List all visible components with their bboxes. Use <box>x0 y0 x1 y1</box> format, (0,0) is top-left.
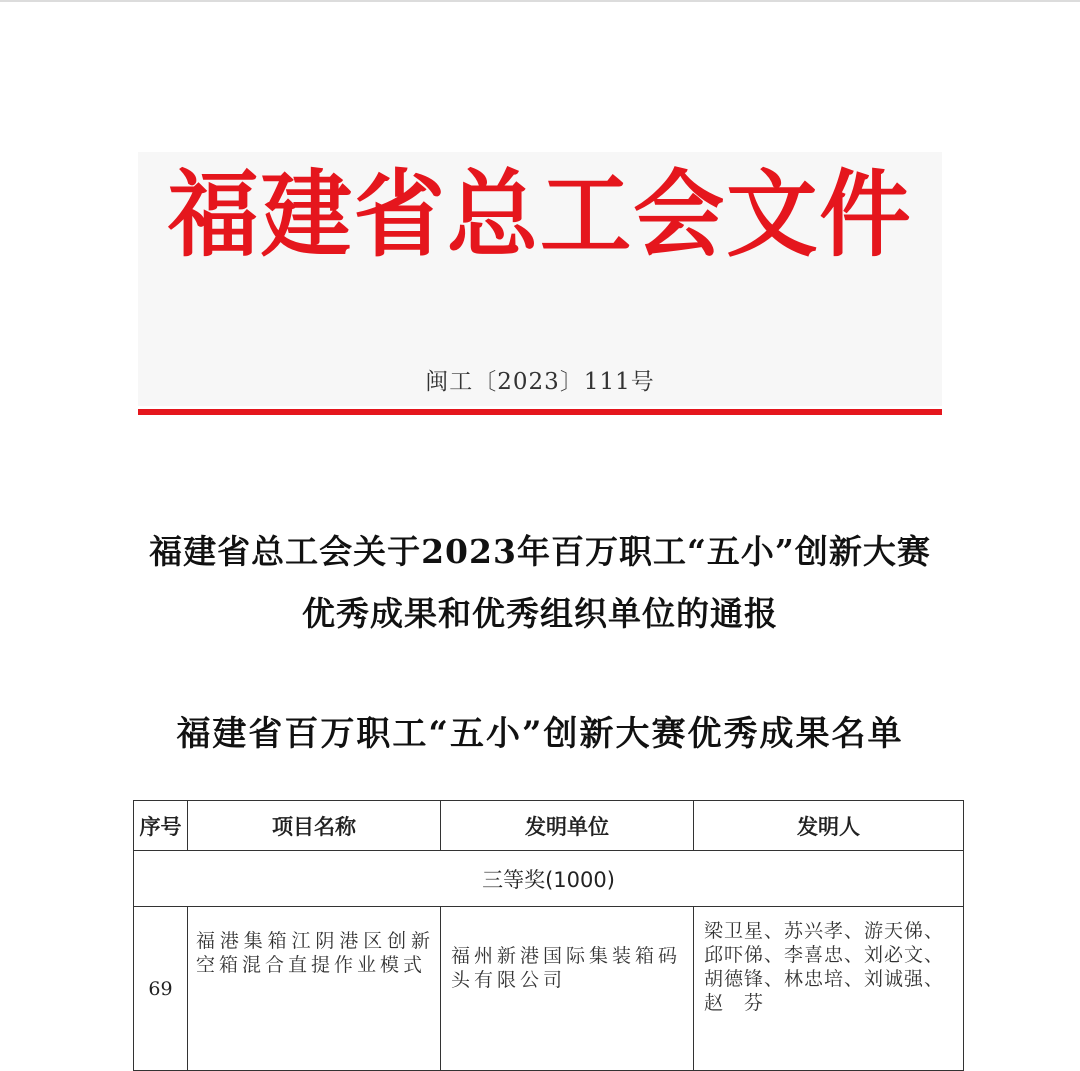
red-divider <box>138 409 942 415</box>
table-header-row <box>134 801 964 851</box>
results-table <box>133 800 964 1071</box>
column-header-inventors: 发明人 <box>694 801 964 851</box>
inventors-cell <box>694 907 964 1071</box>
notice-title-line2: 优秀成果和优秀组织单位的通报 <box>302 594 778 633</box>
column-header-project: 项目名称 <box>188 801 441 851</box>
project-name: 福港集箱江阴港区创新空箱混合直提作业模式 <box>188 907 441 1071</box>
column-header-index: 序号 <box>134 801 188 851</box>
issuer-title: 福建省总工会文件 <box>167 160 913 270</box>
award-group-row <box>134 851 964 907</box>
inventing-unit: 福州新港国际集装箱码头有限公司 <box>441 907 694 1071</box>
award-group-label: 三等奖(1000) <box>134 851 964 907</box>
top-border <box>0 0 1080 2</box>
table-row <box>134 907 964 1071</box>
inventors-line: 邱吓俤、李喜忠、刘必文、 <box>704 944 945 966</box>
notice-title-line1: 福建省总工会关于2023年百万职工“五小”创新大赛 <box>149 532 931 571</box>
inventors-line: 赵 芬 <box>704 992 765 1014</box>
list-title: 福建省百万职工“五小”创新大赛优秀成果名单 <box>176 714 904 754</box>
document-number: 闽工〔2023〕111号 <box>425 369 655 395</box>
column-header-unit: 发明单位 <box>441 801 694 851</box>
row-index: 69 <box>134 907 188 1071</box>
inventors-line: 胡德锋、林忠培、刘诚强、 <box>704 968 945 990</box>
inventors-line: 梁卫星、苏兴孝、游天俤、 <box>704 920 945 942</box>
